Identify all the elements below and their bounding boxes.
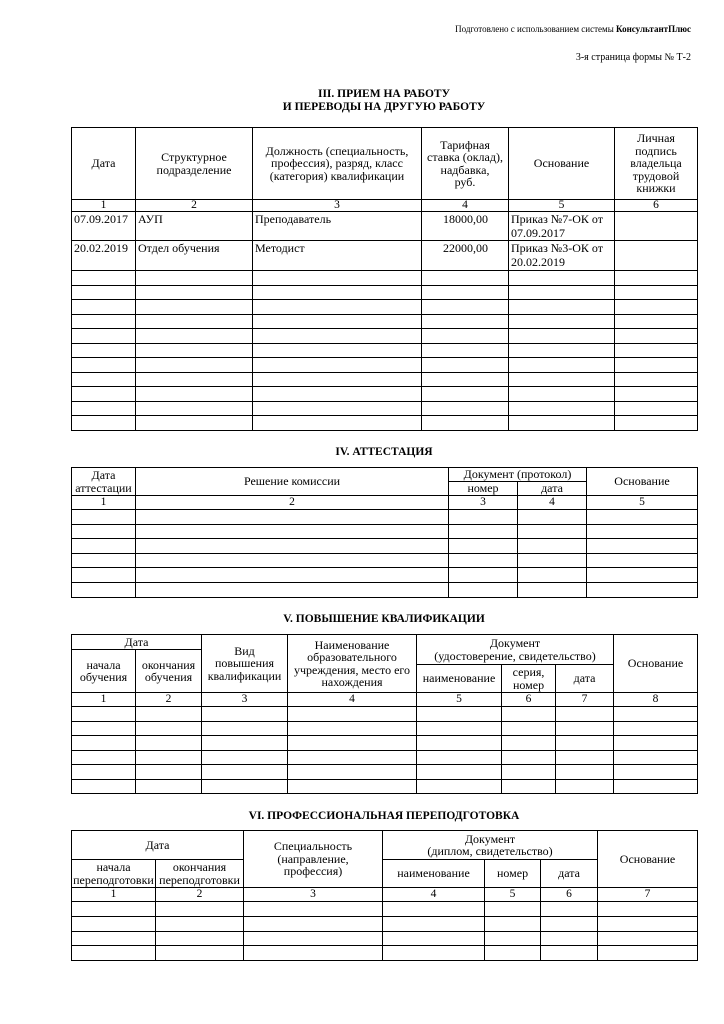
column-number: 1: [72, 888, 156, 902]
empty-cell: [72, 271, 136, 286]
empty-cell: [587, 524, 698, 539]
empty-cell: [509, 300, 615, 315]
empty-cell: [72, 510, 136, 525]
col-department-header: Структурное подразделение: [136, 128, 253, 200]
col-upgrade-type-header: Вид повышения квалификации: [202, 635, 288, 693]
empty-cell: [72, 314, 136, 329]
empty-cell: [422, 271, 509, 286]
empty-row: [72, 358, 698, 373]
empty-cell: [72, 931, 156, 946]
empty-cell: [587, 539, 698, 554]
empty-cell: [502, 707, 556, 722]
prepared-brand: КонсультантПлюс: [616, 24, 691, 34]
empty-cell: [615, 300, 698, 315]
empty-row: [72, 721, 698, 736]
empty-cell: [509, 329, 615, 344]
column-number: 4: [383, 888, 485, 902]
empty-cell: [422, 372, 509, 387]
empty-cell: [244, 931, 383, 946]
column-number: 3: [244, 888, 383, 902]
empty-row: [72, 553, 698, 568]
empty-cell: [156, 931, 244, 946]
empty-cell: [422, 358, 509, 373]
section-3-title-line-1: III. ПРИЕМ НА РАБОТУ: [317, 88, 451, 100]
empty-row: [72, 387, 698, 402]
empty-row: [72, 539, 698, 554]
empty-cell: [541, 902, 598, 917]
empty-row: [72, 765, 698, 780]
empty-row: [72, 779, 698, 794]
empty-cell: [288, 750, 417, 765]
cell-signature: [615, 212, 698, 241]
header-row: [72, 635, 698, 650]
header-row: [72, 831, 698, 860]
empty-row: [72, 916, 698, 931]
empty-cell: [202, 707, 288, 722]
empty-row: [72, 401, 698, 416]
empty-cell: [136, 524, 449, 539]
column-number-row: [72, 693, 698, 707]
cell-position: Методист: [253, 241, 422, 271]
empty-cell: [422, 343, 509, 358]
section-5-title: V. ПОВЫШЕНИЕ КВАЛИФИКАЦИИ: [283, 613, 485, 625]
column-number: 6: [502, 693, 556, 707]
empty-cell: [253, 401, 422, 416]
empty-cell: [136, 387, 253, 402]
column-number: 7: [598, 888, 698, 902]
empty-cell: [253, 271, 422, 286]
empty-cell: [502, 721, 556, 736]
empty-cell: [383, 946, 485, 961]
empty-cell: [422, 300, 509, 315]
empty-cell: [72, 401, 136, 416]
empty-cell: [614, 736, 698, 751]
col-doc-name-header: наименование: [417, 665, 502, 693]
column-number: 4: [422, 200, 509, 212]
col-date-header: Дата: [72, 831, 244, 860]
empty-cell: [72, 568, 136, 583]
empty-row: [72, 285, 698, 300]
empty-cell: [587, 553, 698, 568]
col-doc-date-header: дата: [556, 665, 614, 693]
empty-cell: [422, 387, 509, 402]
empty-cell: [72, 765, 136, 780]
empty-cell: [244, 902, 383, 917]
empty-cell: [615, 343, 698, 358]
col-doc-number-header: номер: [485, 860, 541, 888]
empty-row: [72, 271, 698, 286]
empty-cell: [449, 582, 518, 597]
empty-row: [72, 343, 698, 358]
col-basis-header: Основание: [614, 635, 698, 693]
empty-row: [72, 314, 698, 329]
cell-basis: Приказ №7-ОК от 07.09.2017: [509, 212, 615, 241]
col-attestation-date-header: Дата аттестации: [72, 468, 136, 496]
attestation-table: [71, 467, 698, 598]
col-document-header: Документ (диплом, свидетельство): [383, 831, 598, 860]
empty-cell: [417, 765, 502, 780]
empty-cell: [422, 314, 509, 329]
empty-cell: [556, 750, 614, 765]
empty-cell: [614, 750, 698, 765]
empty-cell: [518, 568, 587, 583]
column-number: 5: [485, 888, 541, 902]
empty-cell: [502, 779, 556, 794]
empty-cell: [509, 358, 615, 373]
empty-cell: [136, 314, 253, 329]
empty-cell: [509, 343, 615, 358]
empty-cell: [383, 931, 485, 946]
empty-cell: [587, 568, 698, 583]
empty-cell: [253, 387, 422, 402]
col-doc-date-header: дата: [541, 860, 598, 888]
col-start-header: начала переподготовки: [73, 860, 154, 887]
empty-row: [72, 582, 698, 597]
prepared-prefix: Подготовлено с использованием системы: [455, 24, 614, 34]
empty-cell: [72, 539, 136, 554]
empty-cell: [136, 358, 253, 373]
empty-cell: [449, 539, 518, 554]
column-number: 6: [615, 200, 698, 212]
empty-row: [72, 300, 698, 315]
empty-cell: [72, 387, 136, 402]
empty-cell: [288, 765, 417, 780]
empty-cell: [72, 358, 136, 373]
section-3-title: [71, 88, 697, 114]
empty-cell: [509, 416, 615, 431]
empty-cell: [72, 329, 136, 344]
empty-cell: [502, 765, 556, 780]
cell-basis: Приказ №3-ОК от 20.02.2019: [509, 241, 615, 271]
empty-cell: [72, 524, 136, 539]
cell-rate: 18000,00: [422, 212, 509, 241]
empty-cell: [253, 285, 422, 300]
empty-cell: [614, 707, 698, 722]
empty-row: [72, 510, 698, 525]
empty-cell: [509, 314, 615, 329]
col-basis-header: Основание: [509, 128, 615, 200]
empty-row: [72, 372, 698, 387]
empty-cell: [587, 582, 698, 597]
empty-cell: [485, 902, 541, 917]
empty-cell: [615, 358, 698, 373]
col-date-header: Дата: [72, 128, 136, 200]
empty-cell: [136, 271, 253, 286]
table-row: [72, 241, 698, 271]
empty-cell: [614, 779, 698, 794]
empty-cell: [202, 750, 288, 765]
section-4-title: IV. АТТЕСТАЦИЯ: [335, 446, 433, 458]
empty-cell: [202, 721, 288, 736]
empty-cell: [136, 553, 449, 568]
empty-cell: [449, 553, 518, 568]
col-signature-header: Личная подпись владельца трудовой книжки: [615, 128, 698, 200]
cell-department: АУП: [136, 212, 253, 241]
empty-cell: [615, 329, 698, 344]
empty-cell: [136, 285, 253, 300]
empty-cell: [615, 372, 698, 387]
empty-cell: [136, 765, 202, 780]
empty-cell: [72, 582, 136, 597]
empty-cell: [288, 707, 417, 722]
empty-cell: [244, 916, 383, 931]
empty-cell: [615, 387, 698, 402]
empty-row: [72, 931, 698, 946]
column-number: 5: [417, 693, 502, 707]
empty-cell: [598, 931, 698, 946]
col-position-header: Должность (специальность, профессия), разряд, класс (категория) квалификации: [253, 128, 422, 200]
empty-cell: [136, 736, 202, 751]
column-number: 3: [449, 496, 518, 510]
empty-cell: [136, 750, 202, 765]
empty-cell: [288, 721, 417, 736]
column-number: 2: [136, 496, 449, 510]
empty-cell: [518, 510, 587, 525]
empty-cell: [136, 582, 449, 597]
empty-cell: [502, 750, 556, 765]
empty-cell: [502, 736, 556, 751]
table-row: [72, 212, 698, 241]
header-row: [72, 128, 698, 200]
column-number: 5: [509, 200, 615, 212]
empty-cell: [509, 271, 615, 286]
empty-row: [72, 707, 698, 722]
col-end-header: окончания переподготовки: [156, 860, 244, 888]
empty-cell: [72, 300, 136, 315]
empty-cell: [485, 946, 541, 961]
section-6-title: VI. ПРОФЕССИОНАЛЬНАЯ ПЕРЕПОДГОТОВКА: [248, 810, 520, 822]
empty-cell: [541, 946, 598, 961]
column-number: 1: [72, 200, 136, 212]
empty-cell: [518, 582, 587, 597]
empty-cell: [614, 721, 698, 736]
empty-cell: [72, 285, 136, 300]
empty-cell: [136, 416, 253, 431]
empty-row: [72, 736, 698, 751]
empty-cell: [72, 707, 136, 722]
empty-cell: [598, 946, 698, 961]
empty-cell: [422, 285, 509, 300]
empty-cell: [136, 372, 253, 387]
empty-cell: [417, 736, 502, 751]
empty-cell: [518, 524, 587, 539]
empty-cell: [449, 510, 518, 525]
empty-cell: [449, 524, 518, 539]
empty-cell: [509, 285, 615, 300]
column-number-row: [72, 888, 698, 902]
empty-cell: [556, 779, 614, 794]
col-institution-header: Наименование образовательного учреждения, место его нахождения: [288, 635, 417, 693]
col-doc-name-header: наименование: [383, 860, 485, 888]
cell-rate: 22000,00: [422, 241, 509, 271]
empty-cell: [556, 736, 614, 751]
column-number: 2: [136, 200, 253, 212]
empty-cell: [417, 750, 502, 765]
empty-cell: [72, 416, 136, 431]
col-doc-number-header: номер: [449, 482, 518, 496]
empty-cell: [556, 721, 614, 736]
column-number-row: [72, 496, 698, 510]
column-number: 5: [587, 496, 698, 510]
empty-cell: [422, 329, 509, 344]
empty-cell: [72, 372, 136, 387]
empty-cell: [556, 707, 614, 722]
column-number: 1: [72, 693, 136, 707]
column-number: 3: [253, 200, 422, 212]
col-start-header: начала обучения: [72, 650, 136, 693]
empty-cell: [72, 721, 136, 736]
empty-cell: [72, 343, 136, 358]
empty-cell: [136, 401, 253, 416]
empty-cell: [615, 314, 698, 329]
col-document-header: Документ (протокол): [449, 468, 587, 482]
empty-cell: [253, 372, 422, 387]
empty-cell: [72, 750, 136, 765]
qualification-upgrade-table: [71, 634, 698, 794]
column-number: 2: [136, 693, 202, 707]
column-number: 4: [288, 693, 417, 707]
empty-cell: [422, 401, 509, 416]
empty-cell: [253, 358, 422, 373]
empty-cell: [485, 931, 541, 946]
empty-cell: [136, 539, 449, 554]
empty-cell: [417, 779, 502, 794]
empty-cell: [136, 343, 253, 358]
empty-cell: [156, 902, 244, 917]
empty-cell: [253, 416, 422, 431]
empty-cell: [541, 916, 598, 931]
empty-cell: [253, 314, 422, 329]
empty-cell: [598, 902, 698, 917]
empty-cell: [253, 329, 422, 344]
empty-row: [72, 524, 698, 539]
col-rate-header: Тарифная ставка (оклад), надбавка, руб.: [422, 128, 509, 200]
empty-cell: [518, 553, 587, 568]
col-basis-header: Основание: [598, 831, 698, 888]
empty-cell: [136, 568, 449, 583]
empty-row: [72, 568, 698, 583]
cell-signature: [615, 241, 698, 271]
col-basis-header: Основание: [587, 468, 698, 496]
empty-cell: [556, 765, 614, 780]
empty-cell: [422, 416, 509, 431]
hiring-transfers-table: [71, 127, 698, 431]
empty-cell: [615, 416, 698, 431]
empty-cell: [541, 931, 598, 946]
col-doc-series-header: серия, номер: [502, 665, 556, 693]
empty-cell: [288, 736, 417, 751]
empty-row: [72, 946, 698, 961]
column-number: 4: [518, 496, 587, 510]
empty-cell: [518, 539, 587, 554]
empty-cell: [288, 779, 417, 794]
col-doc-date-header: дата: [518, 482, 587, 496]
empty-cell: [615, 271, 698, 286]
empty-cell: [587, 510, 698, 525]
empty-row: [72, 329, 698, 344]
empty-cell: [509, 372, 615, 387]
empty-cell: [202, 736, 288, 751]
column-number: 1: [72, 496, 136, 510]
empty-row: [72, 750, 698, 765]
prepared-note: [455, 24, 691, 35]
column-number: 6: [541, 888, 598, 902]
empty-cell: [615, 285, 698, 300]
empty-cell: [244, 946, 383, 961]
section-3-title-line-2: И ПЕРЕВОДЫ НА ДРУГУЮ РАБОТУ: [282, 101, 486, 113]
column-number: 7: [556, 693, 614, 707]
col-commission-decision-header: Решение комиссии: [136, 468, 449, 496]
empty-cell: [72, 946, 156, 961]
empty-cell: [202, 765, 288, 780]
column-number: 2: [156, 888, 244, 902]
cell-date: 07.09.2017: [72, 212, 136, 241]
empty-cell: [136, 721, 202, 736]
empty-cell: [156, 946, 244, 961]
empty-cell: [202, 779, 288, 794]
empty-row: [72, 902, 698, 917]
empty-cell: [253, 300, 422, 315]
empty-cell: [485, 916, 541, 931]
empty-cell: [72, 779, 136, 794]
cell-department: Отдел обучения: [136, 241, 253, 271]
column-number-row: [72, 200, 698, 212]
empty-cell: [72, 916, 156, 931]
col-end-header: окончания обучения: [136, 650, 202, 693]
page-label: 3-я страница формы № Т-2: [575, 52, 691, 63]
empty-cell: [614, 765, 698, 780]
empty-row: [72, 416, 698, 431]
col-specialty-header: Специальность (направление, профессия): [244, 831, 383, 888]
cell-position: Преподаватель: [253, 212, 422, 241]
empty-cell: [383, 916, 485, 931]
empty-cell: [156, 916, 244, 931]
empty-cell: [417, 721, 502, 736]
empty-cell: [136, 510, 449, 525]
empty-cell: [136, 300, 253, 315]
empty-cell: [72, 902, 156, 917]
empty-cell: [509, 387, 615, 402]
professional-retraining-table: [71, 830, 698, 961]
cell-date: 20.02.2019: [72, 241, 136, 271]
col-document-header: Документ (удостоверение, свидетельство): [417, 635, 614, 665]
col-date-header: Дата: [72, 635, 202, 650]
empty-cell: [449, 568, 518, 583]
empty-cell: [615, 401, 698, 416]
empty-cell: [72, 553, 136, 568]
empty-cell: [136, 779, 202, 794]
header-row: [72, 468, 698, 482]
empty-cell: [509, 401, 615, 416]
empty-cell: [383, 902, 485, 917]
column-number: 8: [614, 693, 698, 707]
empty-cell: [417, 707, 502, 722]
empty-cell: [136, 329, 253, 344]
empty-cell: [253, 343, 422, 358]
empty-cell: [598, 916, 698, 931]
empty-cell: [72, 736, 136, 751]
empty-cell: [136, 707, 202, 722]
column-number: 3: [202, 693, 288, 707]
